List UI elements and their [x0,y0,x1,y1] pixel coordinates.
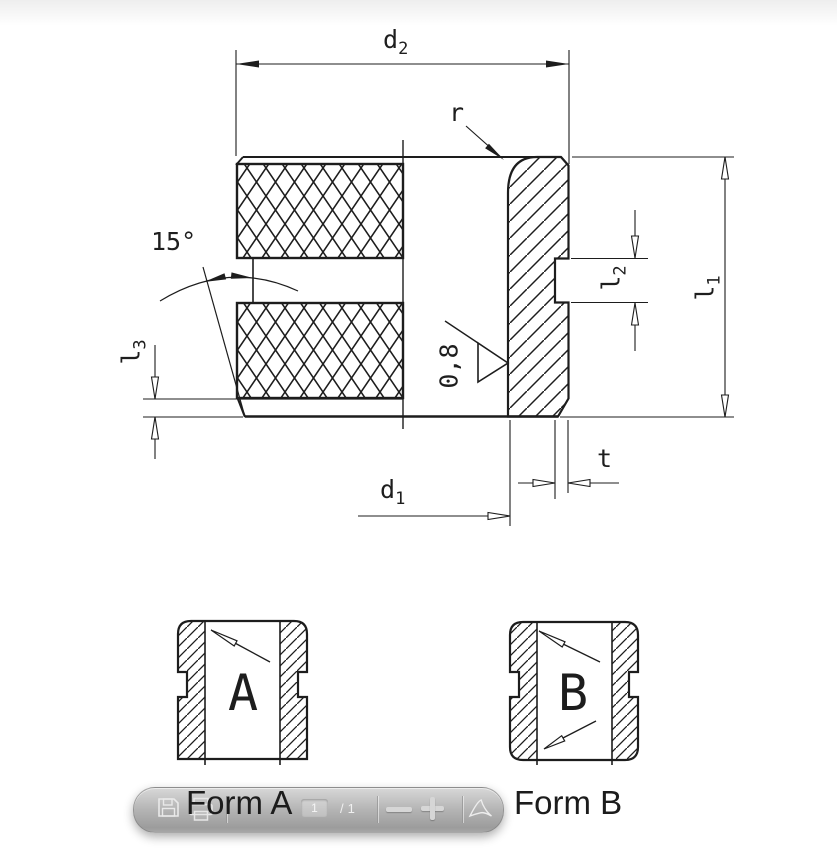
form-a-caption: Form A [186,784,293,821]
dim-label-angle: 15° [151,227,197,256]
dim-label-l1: $l_1$ [690,275,725,301]
zoom-out-icon[interactable] [386,807,412,812]
form-a-knurl-arrow [211,630,270,662]
extension-lines [143,50,734,526]
dim-label-r: r [449,98,465,127]
form-a-view [178,621,307,765]
dim-label-t: t [597,444,613,473]
dimension-lines [155,64,725,516]
knurl-band-lower [237,303,403,398]
dim-label-d1: $d_1$ [380,475,406,509]
form-b-knurl-arrow-bottom [544,721,596,749]
dim-label-d2: $d_2$ [383,25,409,59]
save-icon[interactable] [157,796,180,823]
toolbar-separator [377,796,379,823]
toolbar-separator [462,796,464,823]
main-view [143,50,734,526]
page-input[interactable]: 1 [301,799,328,817]
form-b-view [510,622,638,765]
flange-section [508,157,569,417]
form-b-right-wall [612,622,638,760]
arrowheads [152,61,729,520]
form-a-left-wall [178,621,205,759]
form-b-caption: Form B [514,784,623,821]
form-a-right-wall [280,621,307,759]
zoom-in-icon[interactable] [421,797,444,820]
dim-label-l3: $l_3$ [116,339,151,365]
acrobat-icon[interactable] [468,798,494,823]
dim-label-roughness: 0,8 [434,343,464,389]
dim-label-l2: $l_2$ [596,265,631,291]
knurl-band-upper [237,164,403,258]
form-b-left-wall [510,622,537,760]
page-count-label: /1 [340,801,359,816]
form-b-knurl-arrow-top [539,631,600,662]
form-a-letter: A [227,664,259,722]
form-b-letter: B [557,664,589,722]
